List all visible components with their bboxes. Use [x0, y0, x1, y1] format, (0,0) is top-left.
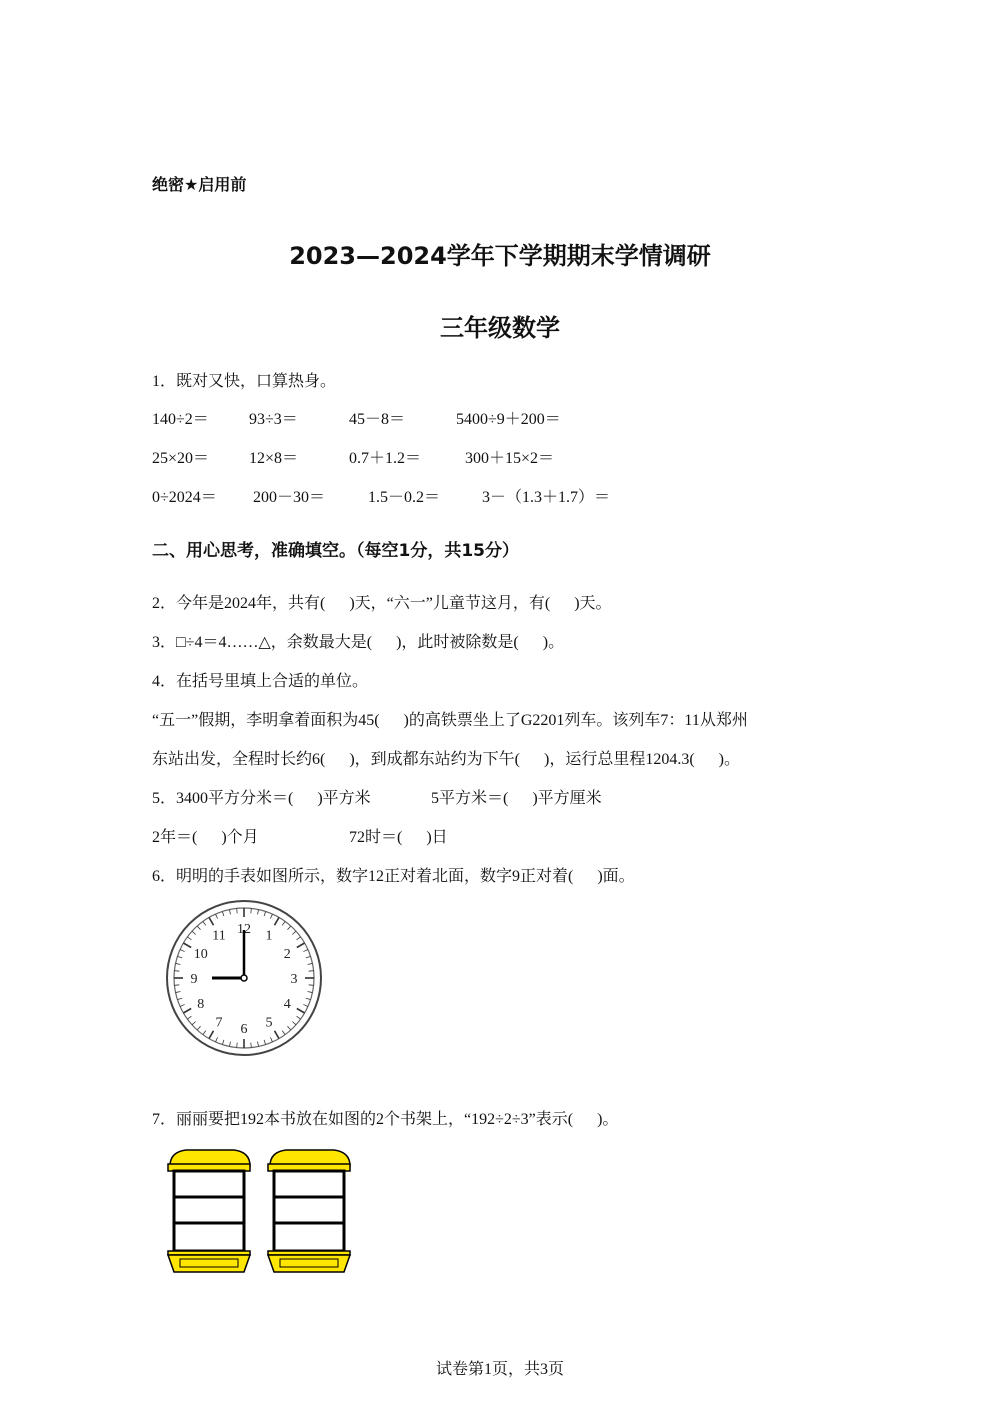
question-5-item-4: 72时＝( )日 [349, 829, 448, 846]
clock-tick [251, 908, 252, 913]
calc-item: 5400÷9＋200＝ [456, 411, 561, 428]
calc-item: 3－（1.3＋1.7）＝ [482, 489, 611, 506]
page-footer: 试卷第1页，共3页 [435, 1361, 564, 1378]
clock-number: 5 [265, 1015, 273, 1031]
calc-item: 25×20＝ [152, 450, 210, 467]
clock-tick [237, 908, 238, 913]
question-5-item-2: 5平方米＝( )平方厘米 [431, 790, 602, 807]
calc-item: 0.7＋1.2＝ [349, 450, 422, 467]
clock-tick [309, 985, 314, 986]
question-5-item-1: 5．3400平方分米＝( )平方米 [152, 790, 371, 807]
clock-number: 6 [240, 1022, 248, 1037]
clock-center-pin [241, 975, 247, 981]
watch-clock-figure [164, 900, 324, 1060]
clock-tick [174, 971, 179, 972]
question-1-stem: 1．既对又快，口算热身。 [152, 373, 337, 390]
bookshelf-left [168, 1150, 250, 1272]
clock-number: 2 [283, 947, 291, 962]
exam-subtitle: 三年级数学 [440, 314, 560, 342]
calc-item: 12×8＝ [249, 450, 299, 467]
clock-number: 11 [212, 928, 226, 944]
question-4-line-1: “五一”假期，李明拿着面积为45( )的高铁票坐上了G2201列车。该列车7：11从郑州 [152, 712, 748, 729]
clock-number: 4 [283, 997, 291, 1012]
bookshelf-right [268, 1150, 350, 1272]
clock-number: 9 [190, 972, 198, 987]
clock-tick [237, 1043, 238, 1048]
question-3: 3．□÷4＝4……△，余数最大是( )，此时被除数是( )。 [152, 634, 565, 651]
question-2: 2．今年是2024年，共有( )天，“六一”儿童节这月，有( )天。 [152, 595, 612, 612]
clock-number: 10 [193, 947, 208, 962]
clock-tick [174, 985, 179, 986]
question-4-line-2: 东站出发，全程时长约6( )，到成都东站约为下午( )，运行总里程1204.3( )。 [152, 751, 740, 768]
calc-item: 1.5－0.2＝ [368, 489, 441, 506]
section-2-heading: 二、用心思考，准确填空。（每空1分，共15分） [152, 541, 519, 561]
clock-number: 3 [290, 972, 298, 987]
calc-item: 45－8＝ [349, 411, 406, 428]
exam-title: 2023—2024学年下学期期末学情调研 [289, 242, 711, 270]
question-6-stem: 6．明明的手表如图所示，数字12正对着北面，数字9正对着( )面。 [152, 868, 635, 885]
clock-number: 8 [197, 997, 205, 1012]
calc-item: 140÷2＝ [152, 411, 209, 428]
calc-item: 93÷3＝ [249, 411, 298, 428]
bookshelves-figure [166, 1146, 356, 1276]
clock-tick [251, 1043, 252, 1048]
calc-item: 300＋15×2＝ [465, 450, 555, 467]
clock-tick [309, 971, 314, 972]
calc-item: 200－30＝ [253, 489, 326, 506]
question-7-stem: 7．丽丽要把192本书放在如图的2个书架上，“192÷2÷3”表示( )。 [152, 1111, 619, 1128]
question-4-stem: 4．在括号里填上合适的单位。 [152, 673, 369, 690]
clock-number: 7 [215, 1015, 223, 1031]
confidential-label: 绝密★启用前 [152, 175, 247, 194]
clock-number: 12 [237, 922, 251, 937]
calc-item: 0÷2024＝ [152, 489, 217, 506]
clock-number: 1 [265, 928, 273, 944]
question-5-item-3: 2年＝( )个月 [152, 829, 259, 846]
